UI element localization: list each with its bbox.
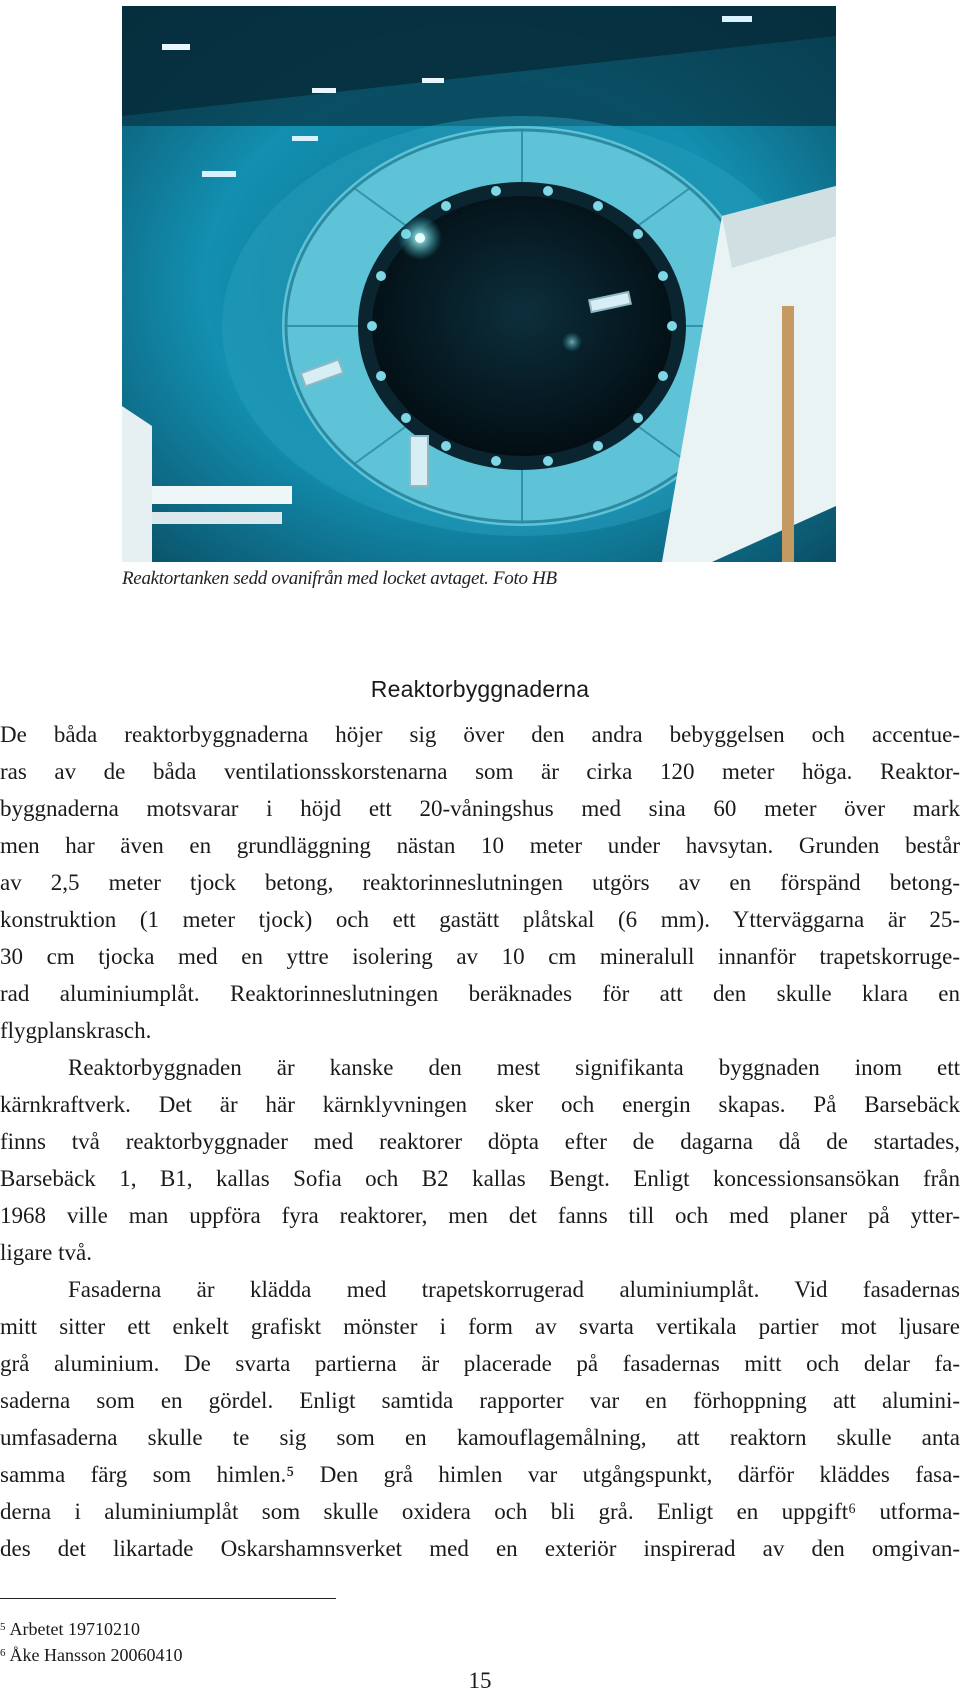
- text-line: des det likartade Oskarshamnsverket med en exteriör inspirerad av den omgivan-: [0, 1536, 960, 1561]
- text-line: konstruktion (1 meter tjock) och ett gastätt plåtskal (6 mm). Ytterväggarna är 25-: [0, 907, 960, 932]
- figure-caption: Reaktortanken sedd ovanifrån med locket avtaget. Foto HB: [122, 568, 557, 589]
- text-line: 30 cm tjocka med en yttre isolering av 10 cm mineralull innanför trapetskorruge-: [0, 944, 960, 969]
- footnotes: [0, 1614, 183, 1666]
- text-line: derna i aluminiumplåt som skulle oxidera och bli grå. Enligt en uppgift⁶ utforma-: [0, 1499, 960, 1524]
- page-number: 15: [468, 1668, 492, 1693]
- text-line: 1968 ville man uppföra fyra reaktorer, men det fanns till och med planer på ytter-: [0, 1203, 960, 1228]
- text-line: kärnkraftverk. Det är här kärnklyvningen sker och energin skapas. På Barsebäck: [0, 1092, 960, 1117]
- text-line: Barsebäck 1, B1, kallas Sofia och B2 kallas Bengt. Enligt koncessionsansökan från: [0, 1166, 960, 1191]
- text-line: flygplanskrasch.: [0, 1018, 152, 1043]
- text-line: mitt sitter ett enkelt grafiskt mönster i form av svarta vertikala partier mot ljusare: [0, 1314, 960, 1339]
- text-line: grå aluminium. De svarta partierna är placerade på fasadernas mitt och delar fa-: [0, 1351, 960, 1376]
- text-line: finns två reaktorbyggnader med reaktorer döpta efter de dagarna då de startades,: [0, 1129, 960, 1154]
- text-line: byggnaderna motsvarar i höjd ett 20-våningshus med sina 60 meter över mark: [0, 796, 960, 821]
- section-heading: Reaktorbyggnaderna: [370, 676, 590, 702]
- text-line: samma färg som himlen.⁵ Den grå himlen var utgångspunkt, därför kläddes fasa-: [0, 1462, 960, 1487]
- text-line: saderna som en gördel. Enligt samtida rapporter var en förhoppning att alumini-: [0, 1388, 960, 1413]
- text-line: umfasaderna skulle te sig som en kamouflagemålning, att reaktorn skulle anta: [0, 1425, 960, 1450]
- footnote-mark: 6: [0, 1647, 6, 1659]
- footnote-text: Åke Hansson 20060410: [9, 1645, 183, 1665]
- text-line: ras av de båda ventilationsskorstenarna som är cirka 120 meter höga. Reaktor-: [0, 759, 960, 784]
- footnote: [0, 1614, 183, 1640]
- reactor-tank-photo: [122, 6, 836, 562]
- footnote-divider: [0, 1598, 336, 1599]
- text-line: ligare två.: [0, 1240, 92, 1265]
- footnote: [0, 1640, 183, 1666]
- footnote-mark: 5: [0, 1621, 6, 1633]
- text-line: av 2,5 meter tjock betong, reaktorinneslutningen utgörs av en förspänd betong-: [0, 870, 960, 895]
- body-text: [0, 716, 960, 1567]
- text-line: Reaktorbyggnaden är kanske den mest signifikanta byggnaden inom ett: [68, 1055, 960, 1080]
- text-line: Fasaderna är klädda med trapetskorrugerad aluminiumplåt. Vid fasadernas: [68, 1277, 960, 1302]
- footnote-text: Arbetet 19710210: [9, 1619, 140, 1639]
- reactor-tank-illustration: [122, 6, 836, 562]
- text-line: rad aluminiumplåt. Reaktorinneslutningen beräknades för att den skulle klara en: [0, 981, 960, 1006]
- text-line: men har även en grundläggning nästan 10 meter under havsytan. Grunden består: [0, 833, 960, 858]
- text-line: De båda reaktorbyggnaderna höjer sig över den andra bebyggelsen och accentue-: [0, 722, 960, 747]
